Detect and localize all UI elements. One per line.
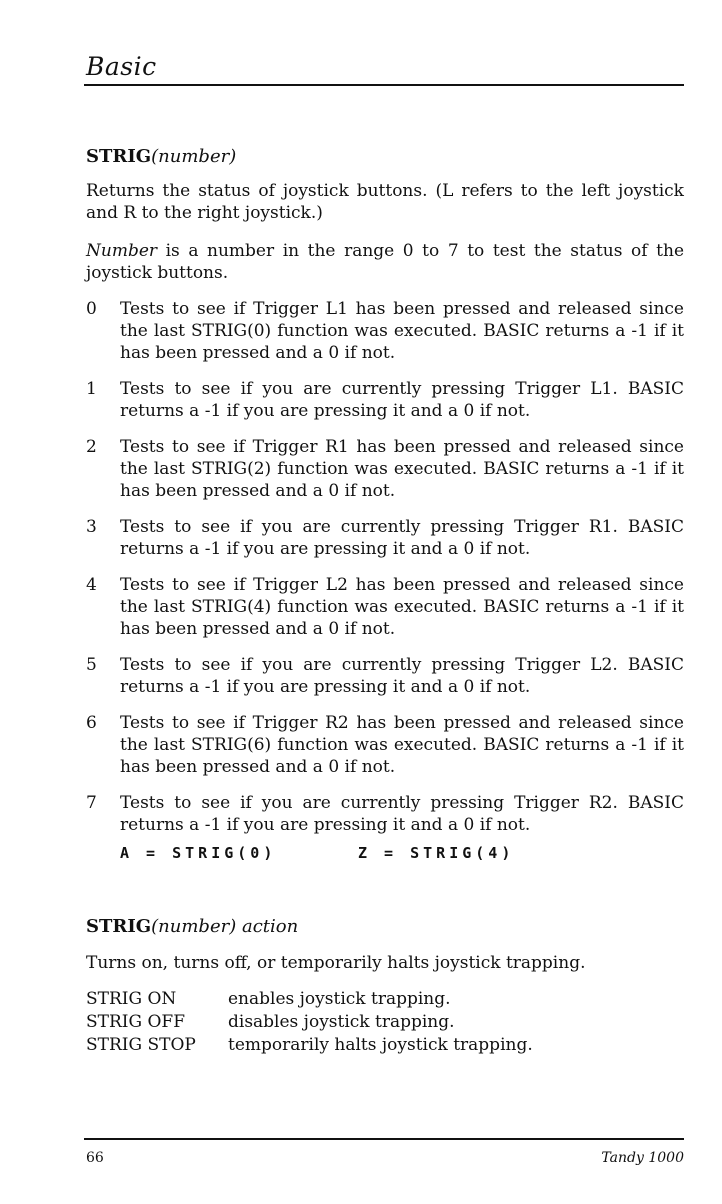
list-item-text: Tests to see if you are currently pressing Trigger R2. BASIC returns a -1 if you are pressing it and a 0 if not. [120, 793, 684, 835]
statement-value: temporarily halts joystick trapping. [228, 1035, 533, 1055]
code-example: Z = STRIG(4) [358, 844, 515, 862]
header-divider [84, 84, 684, 86]
list-item-text: Tests to see if Trigger R1 has been pressed and released since the last STRIG(2) function was executed. BASIC returns a -1 if it has been pressed and a 0 if not. [120, 437, 684, 501]
list-item-number: 1 [86, 379, 97, 399]
list-item-text: Tests to see if you are currently pressing Trigger L1. BASIC returns a -1 if you are pressing it and a 0 if not. [120, 379, 684, 421]
page-header-title: Basic [86, 52, 157, 81]
statement-value: enables joystick trapping. [228, 989, 451, 1009]
number-term: Number [86, 241, 158, 261]
list-item-text: Tests to see if you are currently pressing Trigger R1. BASIC returns a -1 if you are pressing it and a 0 if not. [120, 517, 684, 559]
statement-value: disables joystick trapping. [228, 1012, 455, 1032]
list-item-text: Tests to see if you are currently pressing Trigger L2. BASIC returns a -1 if you are pressing it and a 0 if not. [120, 655, 684, 697]
list-item-number: 0 [86, 299, 97, 319]
statement-description: Turns on, turns off, or temporarily halts joystick trapping. [86, 953, 586, 973]
list-item-text: Tests to see if Trigger R2 has been pressed and released since the last STRIG(6) function was executed. BASIC returns a -1 if it has been pressed and a 0 if not. [120, 713, 684, 777]
number-description [86, 240, 684, 284]
footer-divider [84, 1138, 684, 1140]
statement-key: STRIG STOP [86, 1035, 196, 1055]
function-keyword: STRIG [86, 146, 152, 167]
statement-table-row [86, 988, 684, 1010]
code-example: A = STRIG(0) [120, 844, 277, 862]
statement-heading [86, 916, 684, 938]
statement-keyword: STRIG [86, 916, 152, 937]
statement-key: STRIG ON [86, 989, 177, 1009]
statement-key: STRIG OFF [86, 1012, 186, 1032]
list-item-number: 6 [86, 713, 97, 733]
list-item-text: Tests to see if Trigger L2 has been pressed and released since the last STRIG(4) function was executed. BASIC returns a -1 if it has been pressed and a 0 if not. [120, 575, 684, 639]
footer-brand: Tandy 1000 [601, 1150, 684, 1166]
statement-argument: (number) [151, 916, 237, 937]
statement-action: action [236, 916, 299, 937]
statement-table-row [86, 1034, 684, 1056]
list-item-number: 3 [86, 517, 97, 537]
number-description-text: is a number in the range 0 to 7 to test the status of the joystick buttons. [86, 241, 684, 283]
list-item-number: 2 [86, 437, 97, 457]
list-item-number: 4 [86, 575, 97, 595]
function-argument: (number) [151, 146, 237, 167]
list-item-text: Tests to see if Trigger L1 has been pressed and released since the last STRIG(0) function was executed. BASIC returns a -1 if it has been pressed and a 0 if not. [120, 299, 684, 363]
page-number: 66 [86, 1150, 104, 1166]
list-item-number: 7 [86, 793, 97, 813]
statement-table-row [86, 1011, 684, 1033]
list-item-number: 5 [86, 655, 97, 675]
function-description: Returns the status of joystick buttons. (L refers to the left joystick and R to the right joystick.) [86, 181, 684, 223]
function-heading [86, 146, 684, 168]
